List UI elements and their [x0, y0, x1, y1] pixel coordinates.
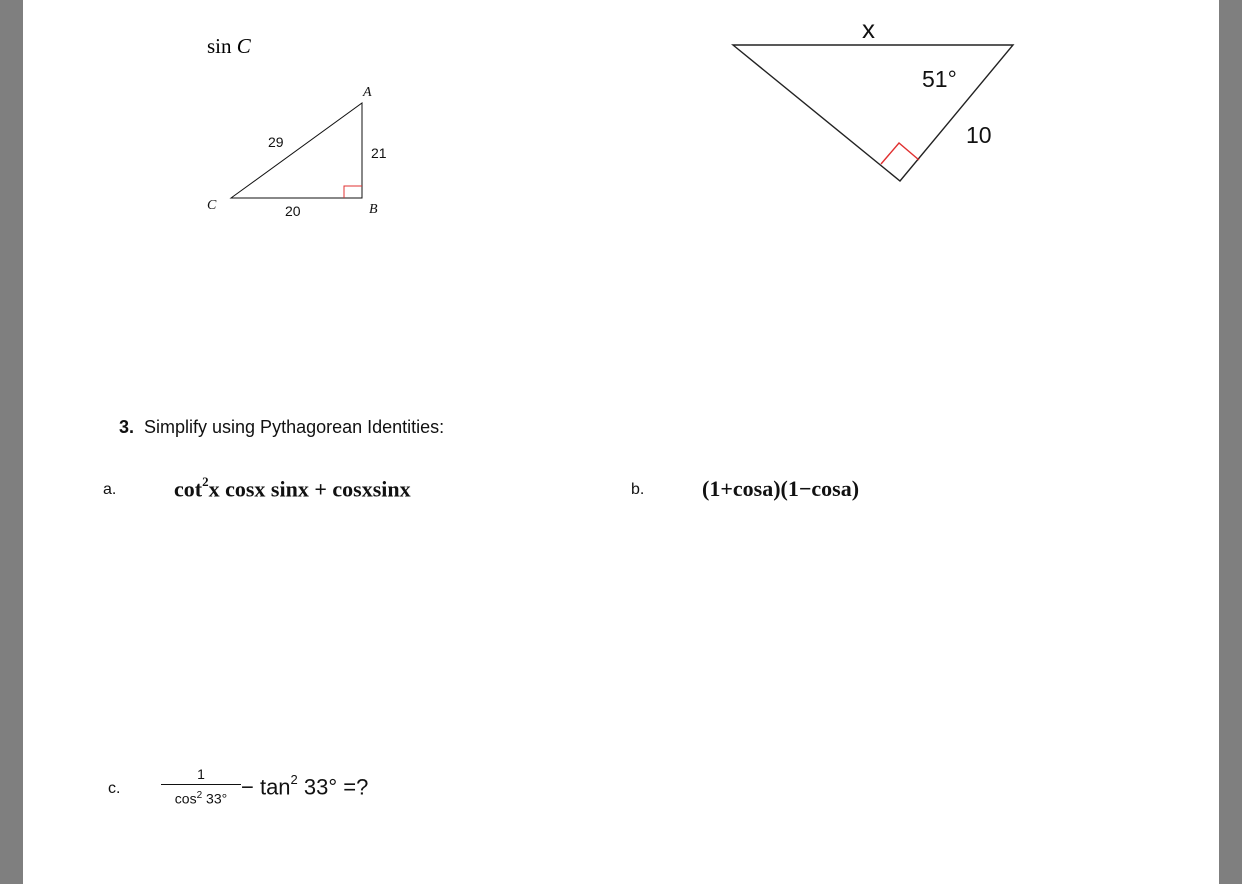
vertex-a-label: A	[363, 85, 372, 100]
right-angle-mark-b	[344, 186, 362, 198]
problem-3-heading	[119, 417, 444, 438]
expr-a-part1: cot	[174, 476, 203, 502]
rest-exponent: 2	[290, 772, 298, 787]
right-angle-mark-2	[881, 143, 919, 164]
den-exponent: 2	[196, 790, 203, 801]
expr-a-part2: x cosx sinx + cosxsinx	[208, 476, 411, 502]
rest-part1: − tan	[241, 774, 291, 800]
fraction-denominator	[161, 788, 241, 807]
vertical-side-label: 21	[371, 145, 387, 161]
item-c-letter: c.	[108, 780, 121, 797]
expr-a-exponent: 2	[202, 474, 209, 489]
item-a-expression	[174, 476, 411, 502]
hypotenuse-label: 29	[268, 134, 284, 150]
item-b-expression: (1+cosa)(1−cosa)	[702, 476, 860, 501]
item-a-letter: a.	[103, 481, 117, 498]
x-label: x	[862, 14, 875, 44]
item-b-letter: b.	[631, 481, 645, 498]
fraction-numerator: 1	[197, 766, 205, 782]
problem-3-number: 3.	[119, 417, 135, 437]
triangle-abc-diagram	[23, 0, 1219, 884]
side-10-label: 10	[966, 122, 992, 148]
base-side-label: 20	[285, 203, 301, 219]
den-part1: cos	[174, 790, 197, 807]
fraction-bar	[161, 784, 241, 785]
prompt-function: sin	[207, 34, 232, 58]
prompt-argument: C	[236, 34, 251, 58]
item-c-fraction	[161, 766, 241, 807]
triangle-abc	[231, 103, 362, 198]
triangle-x-diagram	[733, 45, 1013, 181]
rest-part2: 33° =?	[297, 774, 369, 800]
angle-51-label: 51°	[922, 66, 957, 92]
worksheet-page	[23, 0, 1219, 884]
vertex-b-label: B	[369, 202, 378, 217]
problem-3-title: Simplify using Pythagorean Identities:	[144, 417, 445, 437]
item-c-remainder	[241, 774, 368, 800]
den-part2: 33°	[202, 790, 228, 807]
vertex-c-label: C	[207, 198, 217, 213]
